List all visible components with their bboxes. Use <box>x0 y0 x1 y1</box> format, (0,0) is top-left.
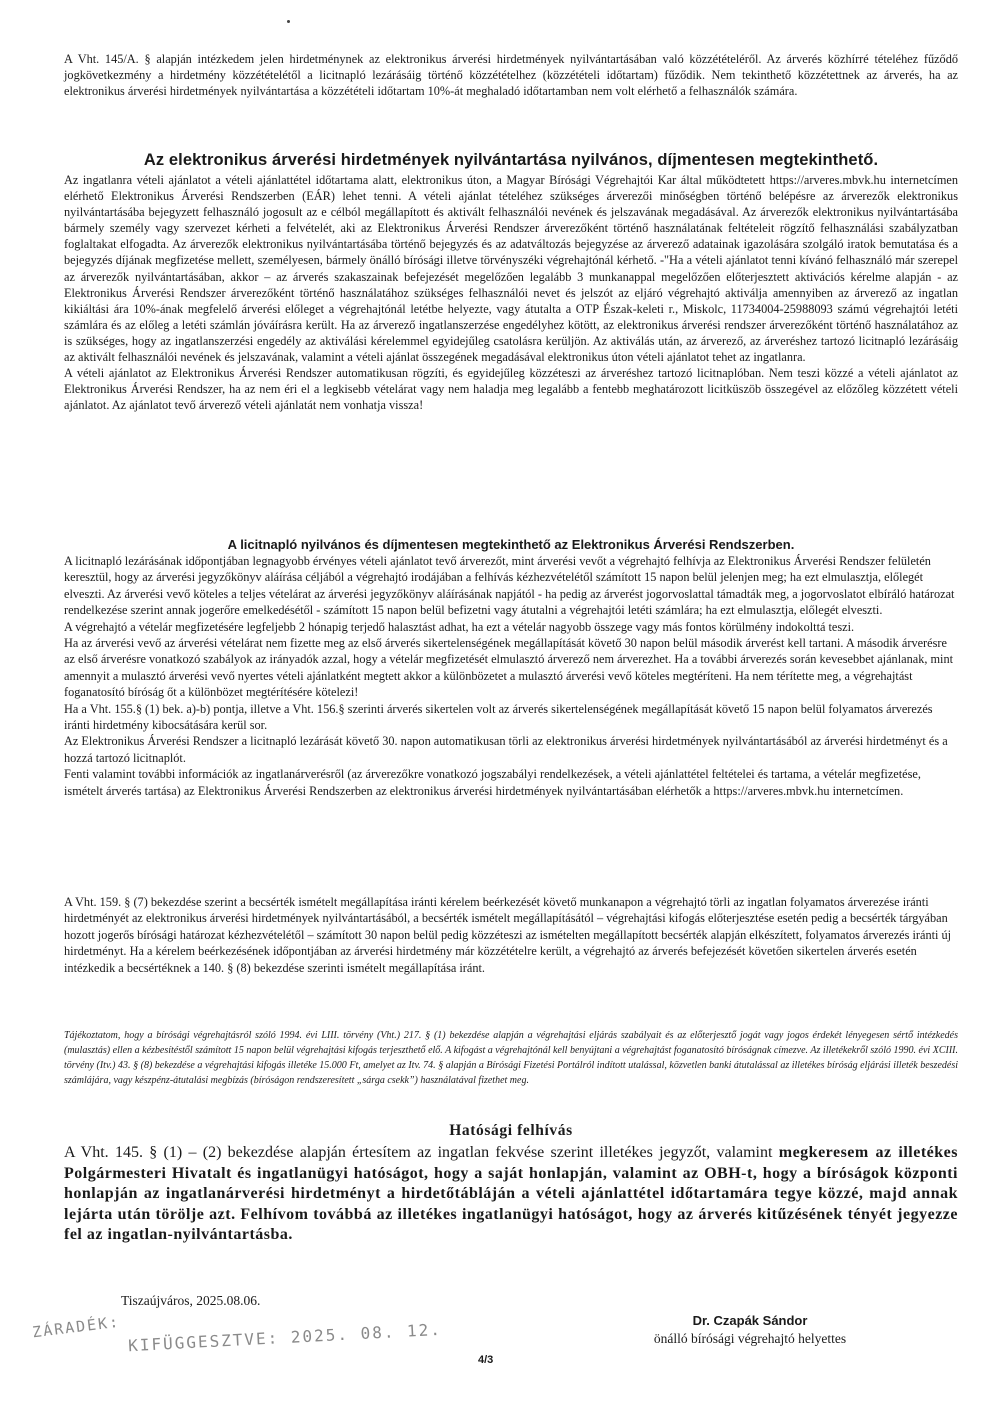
list-paragraph: Ha a Vht. 155.§ (1) bek. a)-b) pontja, illetve a Vht. 156.§ szerinti árverés sikertelen volt az árverés sikertelenségének megállapítását követő 15 napon belül folyamatos árverezés iránti hirdetmény kibocsátására kerül sor. <box>64 701 933 733</box>
section-heading-licitnaplo <box>64 537 958 553</box>
paragraph-becsertek: A Vht. 159. § (7) bekezdése szerint a becsérték ismételt megállapítása iránti kérelem beérkezését követő munkanapon a végrehajtó törli az ingatlan folyamatos árverezése iránti hirdetményét az elektronikus árverési hirdetmények nyilvántartásából, a becsérték ismételt megállapításától – végrehajtási kifogás előterjesztése esetén pedig a becsérték tárgyában hozott jogerős bírósági határozat kézhezvételétől – számított 30 napon belül pedig közzéteszi az ismételten megállapított becsérték alapján elkészített, folyamatos árverezés iránti új hirdetményt. Ha a kérelem beérkezésének időpontjában az árverési hirdetmény már közzétételre került, a végrehajtó az árverés befejezését követően sikertelen árverés esetén intézkedik a becsértéknek a 140. § (8) bekezdése szerinti ismételt megállapítása iránt. <box>64 895 952 975</box>
bidding-section <box>64 172 958 413</box>
scan-speck <box>287 20 290 23</box>
handwritten-clause-label: ZÁRADÉK: <box>31 1312 122 1342</box>
heading-licitnaplo-public: A licitnapló nyilvános és díjmentesen megtekinthető az Elektronikus Árverési Rendszerben. <box>227 537 795 552</box>
place-date: Tiszaújváros, 2025.08.06. <box>121 1293 261 1308</box>
list-paragraph: A licitnapló lezárásának időpontjában legnagyobb érvényes vételi ajánlatot tevő árverezőt, mint árverési vevőt a végrehajtó felhívja az Elektronikus Árverési Rendszer felületén keresztül, hogy az árverési jegyzőkönyv aláírása céljából a végrehajtó irodájában a felhívás kézhezvételétől számított 15 napon belül jelenjen meg; ha ezt elmulasztja, előlegét elveszti. Az árverési vevő köteles a teljes vételárat az árverési jegyzőkönyv aláírásának napjától - ha pedig az árverést jogorvoslattal támadták meg, a jogorvoslatot elbíráló határozat rendelkezése szerint annak jogerőre emelkedésétől - számított 15 napon belül befizetni vagy átutalni a végrehajtói letéti számlára; ha ezt elmulasztja, előlegét elveszti. <box>64 554 955 618</box>
signature-block <box>620 1313 880 1347</box>
handwritten-posting-date: KIFÜGGESZTVE: 2025. 08. 12. <box>127 1319 443 1356</box>
hatosagi-felhivas <box>64 1143 958 1246</box>
paragraph-bidding-rules: Az ingatlanra vételi ajánlatot a vételi ajánlattétel időtartama alatt, elektronikus úton, a Magyar Bírósági Végrehajtói Kar által működtetett https://arveres.mbvk.hu internetcímen elérhető Elektronikus Árverési Rendszerben (EÁR) lehet tenni. A vételi ajánlat tételéhez szükséges árverezői minőségben történő belépésre az árverezők elektronikus nyilvántartásába bejegyzett felhasználó jogosult az e célból megállapított és aktivált felhasználói nevének és jelszavának megadásával. Az árverezők elektronikus nyilvántartásába bármely személy vagy szervezet kérheti a felvételét, aki az Elektronikus Árverési Rendszer árverezőként történő használatának feltételeit rögzítő felhasználási szabályzatban foglaltakat elfogadta. Az árverezők elektronikus nyilvántartásába történő bejegyzés és az adatváltozás bejegyzése az árverező adatainak igazolására szolgáló iratok bemutatása és a bejegyzés díjának megfizetése mellett, személyesen, bármely önálló bírósági illetve törvényszéki végrehajtónál kérhető. -"Ha a vételi ajánlatot tenni kívánó felhasználó már szerepel az árverezők nyilvántartásában, akkor – az árverés szakaszainak befejezését megelőzően legalább 3 munkanappal megelőzően előterjesztett aktivációs kérelme alapján - az Elektronikus Árverési Rendszer árverezőként történő használatához szükséges felhasználói nevet és jelszót az eljáró végrehajtó aktiválja amennyiben az árverező az ingatlan kikiáltási ára 10%-ának megfelelő árverési előleget a végrehajtónál letétbe helyezte, vagy átutalta a OTP Észak-keleti r., Miskolc, 11734004-25988093 számú végrehajtói letéti számlára és az előleg a letéti számlán jóváírásra került. Ha az árverező ingatlanszerzése engedélyhez kötött, az elektronikus árverési rendszer árverezőként történő használatához az is szükséges, hogy az ingatlanszerzési engedély az aktiválási kérelemmel egyidejűleg csatolásra kerüljön. Az aktiválás után, az árverező, az árveréshez tartozó licitnapló lezárásáig az aktivált felhasználói nevének és jelszavának, valamint a vételi ajánlat összegének megadásával elektronikus úton vételi ajánlatot tehet az ingatlanra. <box>64 173 958 365</box>
paragraph-publication: A Vht. 145/A. § alapján intézkedem jelen hirdetménynek az elektronikus árverési hirdetmények nyilvántartásában való közzétételéről. Az árverés közhírré tételéhez fűződő jogkövetkezmény a hirdetmény közzétételétől a licitnapló lezárásáig történő közzétételhez (közzétételi időtartam) fűződik. Nem tekinthető közzétettnek az árverés, ha az elektronikus árverési hirdetmények nyilvántartása a közzétételi időtartam 10%-át meghaladó időtartamban nem volt elérhető a felhasználók számára. <box>64 52 958 99</box>
heading-registry-public: Az elektronikus árverési hirdetmények nyilvántartása nyilvános, díjmentesen megtekinthető. <box>143 151 879 169</box>
signer-title: önálló bírósági végrehajtó helyettes <box>653 1331 847 1346</box>
hatosagi-bold-text: megkeresem az illetékes Polgármesteri Hivatalt és ingatlanügyi hatóságot, hogy a saját honlapján, valamint az OBH-t, hogy a bíróságok központi honlapján az ingatlanárverési hirdetményt a hirdetőtábláján a vételi ajánlattétel időtartamára tegye közzé, majd annak lejárta után törölje azt. Felhívom továbbá az illetékes ingatlanügyi hatóságot, hogy az árverés kitűzésének tényét jegyezze fel az ingatlan-nyilvántartásba. <box>64 1144 958 1243</box>
list-paragraph: Ha az árverési vevő az árverési vételárat nem fizette meg az első árverés sikertelenségének megállapítását követő 30 napon belül második árverést kell tartani. A második árverésre az első árverésre vonatkozó szabályok az irányadók azzal, hogy a vételár megfizetését elmulasztó árverező nem árverezhet. Ha a további árverezés során kevesebbet ajánlanak, mint amennyit a mulasztó árverési vevő nyertes vételi ajánlatként megtett akkor a különbözetet a mulasztó árverési vevő köteles megtéríteni. Ha nem térítette meg, a végrehajtást foganatosító bíróság őt a különbözet megtérítésére kötelezi! <box>64 636 954 700</box>
list-paragraph: Az Elektronikus Árverési Rendszer a licitnapló lezárását követő 30. napon automatikusan törli az elektronikus árverési hirdetmények nyilvántartásából az árverési hirdetményt és a hozzá tartozó licitnaplót. <box>64 734 948 765</box>
list-paragraph: A végrehajtó a vételár megfizetésére legfeljebb 2 hónapig terjedő halasztást adhat, ha ezt a vételár nagyobb összege vagy más fontos körülmény indokolttá teszi. <box>64 619 855 634</box>
licitnaplo-section <box>64 553 958 799</box>
legal-notice <box>64 1028 958 1088</box>
hatosagi-plain-text: A Vht. 145. § (1) – (2) bekezdése alapján értesítem az ingatlan fekvése szerint illetékes jegyzőt, valamint <box>64 1144 779 1161</box>
section-heading-registry <box>64 150 958 170</box>
becsertek-section <box>64 894 958 976</box>
signer-name: Dr. Czapák Sándor <box>692 1313 808 1328</box>
legal-notice-text: Tájékoztatom, hogy a bírósági végrehajtásról szóló 1994. évi LIII. törvény (Vht.) 217. § (1) bekezdése alapján a végrehajtási eljárás szabályait és az előterjesztő jogát vagy jogos érdekét lényegesen sértő intézkedés (mulasztás) ellen a kézbesítéstől számított 15 napon belül végrehajtási kifogás terjeszthető elő. A kifogást a végrehajtónál kell benyújtani a végrehajtást foganatosító bíróságnak címezve. Az illetékekről szóló 1990. évi XCIII. törvény (Itv.) 43. § (8) bekezdése a végrehajtási kifogás illetéke 15.000 Ft, amelyet az Itv. 74. § alapján a Bírósági Fizetési Portálról indított utalással, közvetlen banki átutalással az illetékes bíróság eljárási illeték beszedési számlájára, vagy készpénz-átutalási megbízás (bíróságon rendszeresített „sárga csekk”) használatával fizethet meg. <box>64 1030 958 1086</box>
list-paragraph: Fenti valamint további információk az ingatlanárverésről (az árverezőkre vonatkozó jogszabályi rendelkezések, a vételi ajánlattétel feltételei és tartama, a vételár megfizetése, ismételt árverés tartása) az Elektronikus Árverési Rendszerben az elektronikus árverési hirdetmények nyilvántartásában elérhetők a https://arveres.mbvk.hu internetcímen. <box>64 767 921 798</box>
paragraph-bid-recording: A vételi ajánlatot az Elektronikus Árverési Rendszer automatikusan rögzíti, és egyidejűleg közzéteszi az árveréshez tartozó licitnaplóban. Nem teszi közzé a vételi ajánlatot az Elektronikus Árverési Rendszer, ha az nem éri el a legkisebb vételárat vagy nem haladja meg legalább a fentebb meghatározott licitküszöb összegével az előzőleg közzétett vételi ajánlatot. Az ajánlatot tevő árverező vételi ajánlatát nem vonhatja vissza! <box>64 366 958 413</box>
page-number: 4/3 <box>478 1354 494 1366</box>
intro-paragraph <box>64 51 958 99</box>
hatosagi-title: Hatósági felhívás <box>449 1122 573 1139</box>
